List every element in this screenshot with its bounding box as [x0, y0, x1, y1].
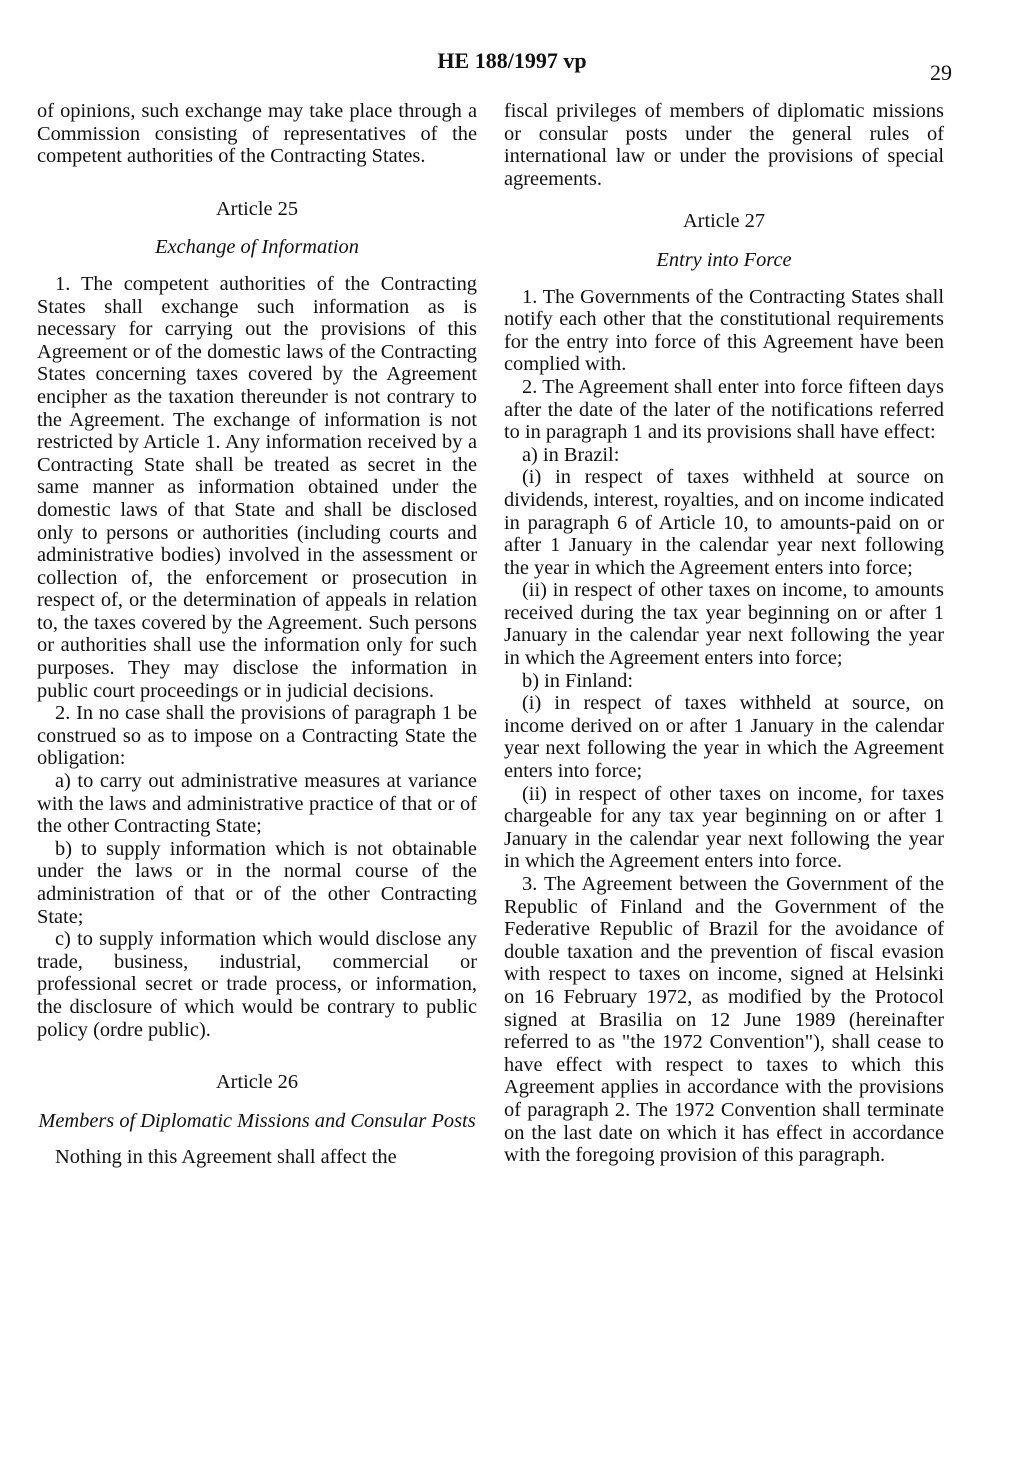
article-27-item-b-i: (i) in respect of taxes withheld at source, on income derived on or after 1 January in the calendar year next following the year in which the Agreement enters into force;	[504, 692, 944, 783]
article-25-item-a: a) to carry out administrative measures at variance with the laws and administrative practice of that or of the other Contracting State;	[37, 770, 477, 838]
article-26-heading: Article 26	[215, 1071, 299, 1094]
left-column	[37, 100, 477, 1169]
article-25-item-c: c) to supply information which would disclose any trade, business, industrial, commercial or professional secret or trade process, or information, the disclosure of which would be contrary to public policy (ordre public).	[37, 928, 477, 1041]
article-27-item-a-i: (i) in respect of taxes withheld at source on dividends, interest, royalties, and on income indicated in paragraph 6 of Article 10, to amounts-paid on or after 1 January in the calendar year next following the year in which the Agreement enters into force;	[504, 466, 944, 579]
article-27-subheading: Entry into Force	[656, 248, 792, 271]
document-header-title: HE 188/1997 vp	[437, 48, 587, 73]
right-opening-paragraph: fiscal privileges of members of diplomatic missions or consular posts under the general rules of international law or under the provisions of special agreements.	[504, 100, 944, 190]
article-25-paragraph-1: 1. The competent authorities of the Contracting States shall exchange such information as is necessary for carrying out the provisions of this Agreement or of the domestic laws of the Contracting States concerning taxes covered by the Agreement encipher as the taxation thereunder is not contrary to the Agreement. The exchange of information is not restricted by Article 1. Any information received by a Contracting State shall be treated as secret in the same manner as information obtained under the domestic laws of that State and shall be disclosed only to persons or authorities (including courts and administrative bodies) involved in the assessment or collection of, the enforcement or prosecution in respect of, or the determination of appeals in relation to, the taxes covered by the Agreement. Such persons or authorities shall use the information only for such purposes. They may disclose the information in public court proceedings or in judicial decisions.	[37, 272, 477, 702]
article-25-paragraph-2: 2. In no case shall the provisions of paragraph 1 be construed so as to impose on a Contracting State the obligation:	[37, 702, 477, 770]
article-25-heading: Article 25	[215, 197, 299, 220]
article-25-subheading: Exchange of Information	[155, 236, 359, 259]
article-27-paragraph-3: 3. The Agreement between the Government of the Republic of Finland and the Government of the Federative Republic of Brazil for the avoidance of double taxation and the prevention of fiscal evasion with respect to taxes on income, signed at Helsinki on 16 February 1972, as modified by the Protocol signed at Brasilia on 12 June 1989 (hereinafter referred to as "the 1972 Convention"), shall cease to have effect with respect to taxes to which this Agreement applies in accordance with the provisions of paragraph 2. The 1972 Convention shall terminate on the last date on which it has effect in accordance with the foregoing provision of this paragraph.	[504, 873, 944, 1167]
right-column	[504, 100, 944, 1167]
page-number: 29	[930, 60, 952, 85]
article-25-item-b: b) to supply information which is not obtainable under the laws or in the normal course of the administration of that or of the other Contracting State;	[37, 837, 477, 928]
article-27-item-a-ii: (ii) in respect of other taxes on income, to amounts received during the tax year beginning on or after 1 January in the calendar year next following the year in which the Agreement enters into force;	[504, 579, 944, 670]
article-27-paragraph-2: 2. The Agreement shall enter into force fifteen days after the date of the later of the notifications referred to in paragraph 1 and its provisions shall have effect:	[504, 375, 944, 444]
article-27-item-b-ii: (ii) in respect of other taxes on income, for taxes chargeable for any tax year beginning on or after 1 January in the calendar year next following the year in which the Agreement enters into force.	[504, 782, 944, 873]
article-27-heading: Article 27	[682, 210, 766, 233]
article-27-paragraph-1: 1. The Governments of the Contracting States shall notify each other that the constitutional requirements for the entry into force of this Agreement have been complied with.	[504, 285, 944, 376]
article-26-subheading: Members of Diplomatic Missions and Consular Posts	[38, 1109, 476, 1132]
article-27-item-b: b) in Finland:	[522, 669, 634, 692]
article-27-item-a: a) in Brazil:	[522, 443, 620, 466]
left-opening-paragraph: of opinions, such exchange may take place through a Commission consisting of representatives of the competent authorities of the Contracting States.	[37, 100, 477, 168]
article-26-paragraph-1: Nothing in this Agreement shall affect the	[55, 1146, 397, 1169]
